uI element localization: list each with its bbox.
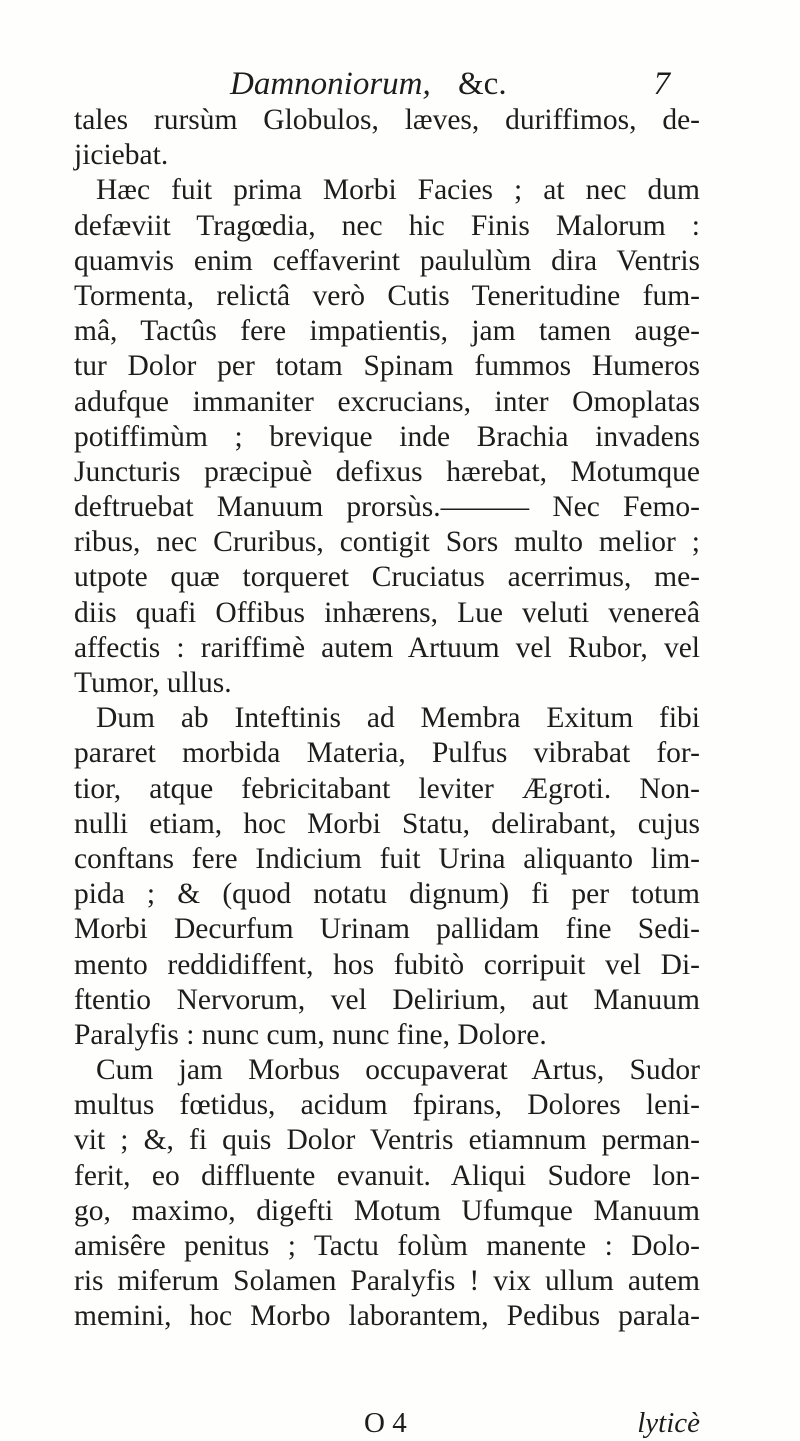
text-line: amisêre penitus ; Tactu folùm manente : Dolo- [74, 1230, 700, 1262]
page-footer [74, 1407, 700, 1441]
text-line: ris miferum Solamen Paralyfis ! vix ullum autem [74, 1265, 700, 1298]
text-line: deftruebat Manuum prorsùs.——— Nec Femo- [74, 491, 700, 524]
text-line: tur Dolor per totam Spinam fummos Humeros [74, 350, 700, 383]
text-line: diis quafi Offibus inhærens, Lue veluti venereâ [74, 596, 700, 629]
text-line: potiffimùm ; brevique inde Brachia invadens [74, 420, 700, 453]
text-line: nulli etiam, hoc Morbi Statu, delirabant, cujus [74, 807, 700, 840]
signature-mark: O 4 [364, 1407, 407, 1439]
text-line: defæviit Tragœdia, nec hic Finis Malorum : [74, 209, 700, 242]
text-line: memini, hoc Morbo laborantem, Pedibus parala- [74, 1300, 700, 1333]
body-text [74, 103, 700, 1335]
text-line: jiciebat. [74, 139, 169, 172]
text-line: pida ; & (quod notatu dignum) fi per totum [74, 878, 700, 911]
text-line: adufque immaniter excrucians, inter Omoplatas [74, 385, 700, 418]
text-line: Juncturis præcipuè defixus hærebat, Motumque [74, 455, 700, 488]
text-line: ribus, nec Cruribus, contigit Sors multo melior ; [74, 526, 700, 559]
page-header [60, 66, 680, 106]
text-line: Dum ab Inteftinis ad Membra Exitum fibi [96, 702, 700, 735]
text-line: ferit, eo diffluente evanuit. Aliqui Sudore lon- [74, 1159, 700, 1192]
text-line: multus fœtidus, acidum fpirans, Dolores leni- [74, 1089, 700, 1122]
text-line: vit ; &, fi quis Dolor Ventris etiamnum perman- [74, 1124, 700, 1157]
text-line: utpote quæ torqueret Cruciatus acerrimus, me- [74, 561, 700, 594]
text-line: Paralyfis : nunc cum, nunc fine, Dolore. [74, 1018, 547, 1051]
text-line: Hæc fuit prima Morbi Facies ; at nec dum [96, 174, 700, 207]
text-line: Tumor, ullus. [74, 667, 232, 699]
text-line: ftentio Nervorum, vel Delirium, aut Manuum [74, 983, 700, 1016]
text-line: quamvis enim ceffaverint paululùm dira Ventris [74, 244, 700, 277]
text-line: Cum jam Morbus occupaverat Artus, Sudor [96, 1054, 700, 1087]
text-line: mento reddidiffent, hos fubitò corripuit vel Di- [74, 948, 700, 981]
text-line: tales rursùm Globulos, læves, duriffimos, de- [74, 104, 700, 136]
text-line: Morbi Decurfum Urinam pallidam fine Sedi- [74, 913, 700, 946]
text-line: tior, atque febricitabant leviter Ægroti. Non- [74, 772, 700, 805]
text-line: mâ, Tactûs fere impatientis, jam tamen auge- [74, 315, 700, 348]
running-title: Damnoniorum, [230, 66, 431, 102]
text-line: Tormenta, relictâ verò Cutis Teneritudine fum- [74, 279, 700, 312]
text-line: pararet morbida Materia, Pulfus vibrabat for- [74, 737, 700, 770]
catchword: lyticè [637, 1407, 700, 1439]
text-line: conftans fere Indicium fuit Urina aliquanto lim- [74, 842, 700, 875]
text-line: affectis : rariffimè autem Artuum vel Rubor, vel [74, 631, 700, 664]
running-title-etc: &c. [458, 66, 507, 102]
text-line: go, maximo, digefti Motum Ufumque Manuum [74, 1194, 700, 1227]
page-number: 7 [653, 66, 670, 102]
